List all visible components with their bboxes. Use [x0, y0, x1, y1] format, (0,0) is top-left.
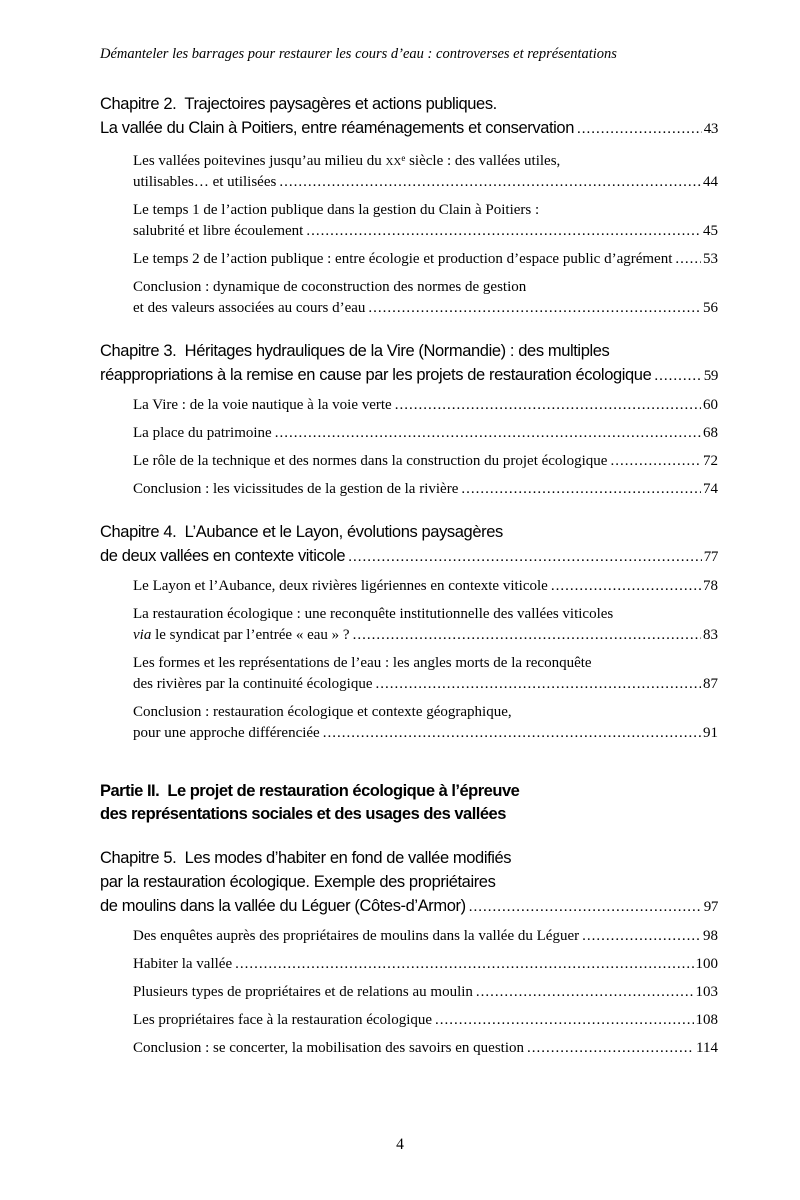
dot-leader — [275, 423, 701, 444]
dot-leader — [323, 723, 701, 744]
heading-line — [100, 363, 718, 388]
toc-entry-page-number: 114 — [696, 1040, 718, 1057]
toc-entry — [100, 954, 718, 975]
text-run: Conclusion : dynamique de coconstruction des normes de gestion — [133, 279, 527, 296]
toc-entry-page-number: 97 — [703, 899, 718, 916]
text-run: des rivières par la continuité écologique — [133, 676, 373, 693]
text-run: des représentations sociales et des usages des vallées — [100, 805, 506, 824]
toc-entry — [100, 653, 718, 695]
toc-entry — [100, 249, 718, 270]
heading-line — [100, 339, 718, 363]
toc-section-chapter — [100, 846, 718, 1059]
text-run: e — [401, 153, 406, 163]
text-run: réappropriations à la remise en cause par les projets de restauration écologique — [100, 366, 652, 385]
text-run: Partie II. Le projet de restauration écologique à l’épreuve — [100, 782, 520, 801]
toc-entry-text — [100, 363, 651, 387]
dot-leader — [279, 172, 701, 193]
text-run: Conclusion : restauration écologique et contexte géographique, — [133, 704, 512, 721]
text-run: Chapitre 5. Les modes d’habiter en fond de vallée modifiés — [100, 849, 512, 868]
dot-leader — [582, 926, 701, 947]
entry-line — [133, 148, 718, 172]
toc-entry-page-number: 74 — [703, 481, 718, 498]
entry-line — [133, 723, 718, 744]
entry-line — [133, 1010, 718, 1031]
toc-entry-text — [133, 1010, 432, 1031]
entry-line — [133, 982, 718, 1003]
toc-entry-text — [133, 982, 473, 1003]
dot-leader — [469, 895, 702, 919]
text-run: Le Layon et l’Aubance, deux rivières ligériennes en contexte viticole — [133, 578, 548, 595]
text-run: le syndicat par l’entrée « eau » ? — [151, 627, 350, 644]
toc-entry-text — [100, 544, 345, 568]
toc-entry — [100, 604, 718, 646]
dot-leader — [551, 576, 701, 597]
dot-leader — [235, 954, 693, 975]
toc-entry-page-number: 56 — [703, 300, 718, 317]
toc-entry — [100, 395, 718, 416]
text-run: La Vire : de la voie nautique à la voie verte — [133, 397, 392, 414]
toc-entry-page-number: 72 — [703, 453, 718, 470]
toc-entry — [100, 1010, 718, 1031]
toc-entry-text — [133, 954, 232, 975]
heading-line — [100, 92, 718, 116]
toc-entry-text — [133, 221, 303, 242]
entry-line — [133, 221, 718, 242]
toc-entry-page-number: 87 — [703, 676, 718, 693]
heading-line — [100, 803, 718, 826]
entry-line — [133, 423, 718, 444]
text-run: et des valeurs associées au cours d’eau — [133, 300, 366, 317]
text-run: Chapitre 3. Héritages hydrauliques de la Vire (Normandie) : des multiples — [100, 342, 610, 361]
text-run: Chapitre 4. L’Aubance et le Layon, évolutions paysagères — [100, 523, 503, 542]
entry-line — [133, 479, 718, 500]
heading-line — [100, 780, 718, 803]
text-run: salubrité et libre écoulement — [133, 223, 304, 240]
entry-line — [133, 954, 718, 975]
entry-line — [133, 298, 718, 319]
dot-leader — [348, 545, 702, 569]
chapter-heading — [100, 520, 718, 569]
chapter-heading — [100, 846, 718, 919]
dot-leader — [654, 364, 701, 388]
dot-leader — [577, 117, 702, 141]
toc-entry — [100, 702, 718, 744]
toc-entry-text — [133, 249, 672, 270]
toc-entry — [100, 1038, 718, 1059]
heading-line — [100, 520, 718, 544]
toc-entry-page-number: 60 — [703, 397, 718, 414]
heading-line — [100, 894, 718, 919]
toc-entry-text — [133, 576, 548, 597]
entry-line — [133, 200, 718, 221]
text-run: Plusieurs types de propriétaires et de relations au moulin — [133, 984, 473, 1001]
toc-entry — [100, 148, 718, 193]
entry-line — [133, 604, 718, 625]
toc-entry-page-number: 59 — [703, 368, 718, 385]
text-run: de moulins dans la vallée du Léguer (Côtes-d’Armor) — [100, 897, 466, 916]
text-run: Chapitre 2. Trajectoires paysagères et actions publiques. — [100, 95, 497, 113]
text-run: Les propriétaires face à la restauration écologique — [133, 1012, 433, 1029]
toc-entry-text — [133, 395, 392, 416]
entry-line — [133, 1038, 718, 1059]
toc-section-chapter — [100, 339, 718, 500]
toc-section-chapter — [100, 92, 718, 319]
toc-entry — [100, 277, 718, 319]
table-of-contents — [100, 92, 718, 1059]
heading-line — [100, 116, 718, 141]
text-run: Le rôle de la technique et des normes dans la construction du projet écologique — [133, 453, 608, 470]
entry-line — [133, 249, 718, 270]
dot-leader — [476, 982, 694, 1003]
text-run: siècle : des vallées utiles, — [405, 153, 561, 170]
toc-entry-page-number: 77 — [703, 549, 718, 566]
text-run: Les vallées poitevines jusqu’au milieu du — [133, 153, 386, 170]
toc-entry-text — [133, 674, 373, 695]
toc-entry-text — [133, 926, 579, 947]
text-run: utilisables… et utilisées — [133, 174, 277, 191]
toc-entry-page-number: 68 — [703, 425, 718, 442]
toc-entry — [100, 576, 718, 597]
toc-entry-text — [100, 894, 466, 918]
entry-line — [133, 576, 718, 597]
toc-entry-page-number: 100 — [695, 956, 718, 973]
dot-leader — [353, 625, 701, 646]
page-number: 4 — [396, 1136, 404, 1153]
toc-entry-text — [133, 723, 320, 744]
toc-section-part — [100, 780, 718, 826]
toc-entry-page-number: 45 — [703, 223, 718, 240]
toc-entry-text — [133, 423, 272, 444]
text-run: Conclusion : les vicissitudes de la gestion de la rivière — [133, 481, 459, 498]
heading-line — [100, 544, 718, 569]
chapter-heading — [100, 339, 718, 388]
text-run: Des enquêtes auprès des propriétaires de moulins dans la vallée du Léguer — [133, 928, 580, 945]
entry-line — [133, 451, 718, 472]
toc-entry-page-number: 91 — [703, 725, 718, 742]
text-run: xx — [385, 153, 402, 170]
toc-entry-page-number: 83 — [703, 627, 718, 644]
dot-leader — [675, 249, 701, 270]
toc-entry — [100, 423, 718, 444]
entry-line — [133, 702, 718, 723]
dot-leader — [461, 479, 701, 500]
dot-leader — [306, 221, 701, 242]
text-run: Le temps 1 de l’action publique dans la gestion du Clain à Poitiers : — [133, 202, 540, 219]
running-header: Démanteler les barrages pour restaurer les cours d’eau : controverses et représentations — [100, 46, 617, 62]
toc-entry-text — [133, 1038, 524, 1059]
entry-line — [133, 172, 718, 193]
toc-entry-text — [133, 172, 276, 193]
entry-line — [133, 395, 718, 416]
toc-entry-text — [133, 298, 365, 319]
text-run: Les formes et les représentations de l’eau : les angles morts de la reconquête — [133, 655, 592, 672]
entry-line — [133, 674, 718, 695]
toc-entry-page-number: 103 — [695, 984, 718, 1001]
dot-leader — [376, 674, 702, 695]
text-run: Conclusion : se concerter, la mobilisation des savoirs en question — [133, 1040, 524, 1057]
text-run: pour une approche différenciée — [133, 725, 320, 742]
toc-entry — [100, 926, 718, 947]
entry-line — [133, 625, 718, 646]
toc-entry-page-number: 98 — [703, 928, 718, 945]
toc-entry — [100, 982, 718, 1003]
toc-entry-page-number: 53 — [703, 251, 718, 268]
text-run: Habiter la vallée — [133, 956, 233, 973]
toc-entry-text — [133, 625, 350, 646]
text-run: de deux vallées en contexte viticole — [100, 547, 346, 566]
toc-entry-page-number: 44 — [703, 174, 718, 191]
toc-entry — [100, 200, 718, 242]
dot-leader — [527, 1038, 694, 1059]
heading-line — [100, 846, 718, 870]
dot-leader — [395, 395, 701, 416]
chapter-heading — [100, 92, 718, 141]
dot-leader — [610, 451, 701, 472]
text-run: La vallée du Clain à Poitiers, entre réaménagements et conservation — [100, 119, 574, 137]
toc-section-chapter — [100, 520, 718, 744]
toc-entry-page-number: 43 — [703, 121, 718, 137]
text-run: par la restauration écologique. Exemple des propriétaires — [100, 873, 496, 892]
toc-entry — [100, 479, 718, 500]
entry-line — [133, 653, 718, 674]
text-run: La restauration écologique : une reconquête institutionnelle des vallées viticoles — [133, 606, 614, 623]
entry-line — [133, 277, 718, 298]
text-run: via — [133, 627, 152, 644]
part-heading — [100, 780, 718, 826]
toc-entry-page-number: 78 — [703, 578, 718, 595]
toc-entry — [100, 451, 718, 472]
entry-line — [133, 926, 718, 947]
heading-line — [100, 870, 718, 894]
dot-leader — [368, 298, 701, 319]
text-run: La place du patrimoine — [133, 425, 272, 442]
dot-leader — [435, 1010, 693, 1031]
toc-entry-text — [133, 479, 458, 500]
toc-entry-text — [133, 451, 607, 472]
toc-entry-text — [100, 116, 574, 140]
toc-entry-page-number: 108 — [695, 1012, 718, 1029]
text-run: Le temps 2 de l’action publique : entre écologie et production d’espace public d’agrément — [133, 251, 673, 268]
